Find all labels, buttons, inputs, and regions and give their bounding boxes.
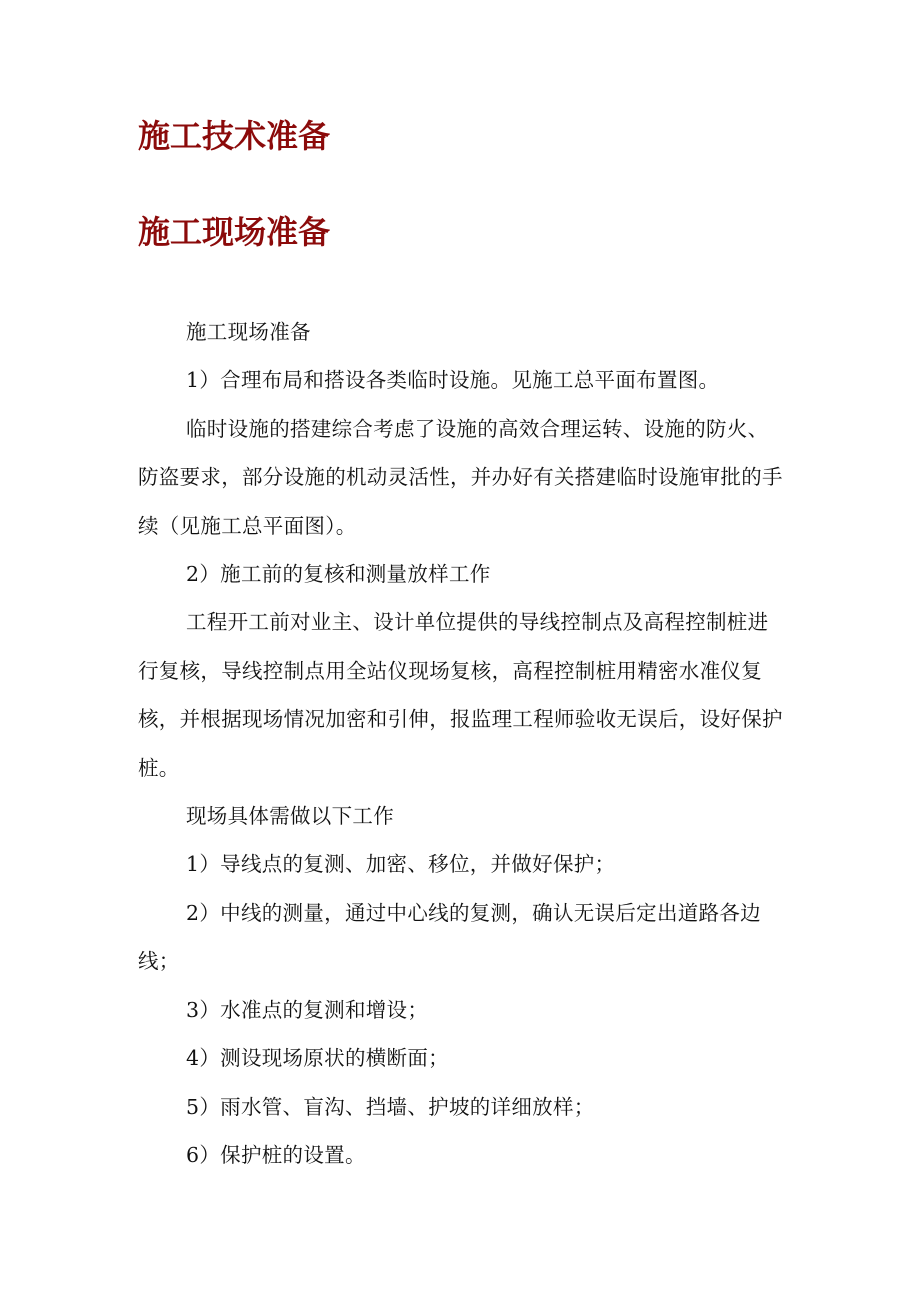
paragraph-item-2: 2）施工前的复核和测量放样工作 xyxy=(186,562,491,587)
heading-site-preparation: 施工现场准备 xyxy=(138,213,331,251)
paragraph-survey-verification: 工程开工前对业主、设计单位提供的导线控制点及高程控制桩进行复核，导线控制点用全站仪现场复核，高程控制桩用精密水准仪复核，并根据现场情况加密和引伸，报监理工程师验收无误后，设好保护桩。 xyxy=(138,610,783,780)
list-item-benchmarks: 3）水准点的复测和增设； xyxy=(186,997,429,1022)
paragraph-subtitle: 施工现场准备 xyxy=(186,320,311,344)
paragraph-work-list-intro: 现场具体需做以下工作 xyxy=(186,804,394,829)
list-item-traverse-points: 1）导线点的复测、加密、移位，并做好保护； xyxy=(186,852,616,877)
list-item-centerline: 2）中线的测量，通过中心线的复测，确认无误后定出道路各边线； xyxy=(138,900,761,974)
heading-technical-preparation: 施工技术准备 xyxy=(138,117,331,155)
list-item-layout: 5）雨水管、盲沟、挡墙、护坡的详细放样； xyxy=(186,1094,595,1119)
paragraph-item-1: 1）合理布局和搭设各类临时设施。见施工总平面布置图。 xyxy=(186,368,720,393)
list-item-cross-sections: 4）测设现场原状的横断面； xyxy=(186,1046,449,1071)
list-item-protection-stakes: 6）保护桩的设置。 xyxy=(186,1142,366,1167)
body-text xyxy=(138,308,786,1179)
paragraph-temporary-facilities: 临时设施的搭建综合考虑了设施的高效合理运转、设施的防火、防盗要求，部分设施的机动灵活性，并办好有关搭建临时设施审批的手续（见施工总平面图）。 xyxy=(138,416,783,538)
